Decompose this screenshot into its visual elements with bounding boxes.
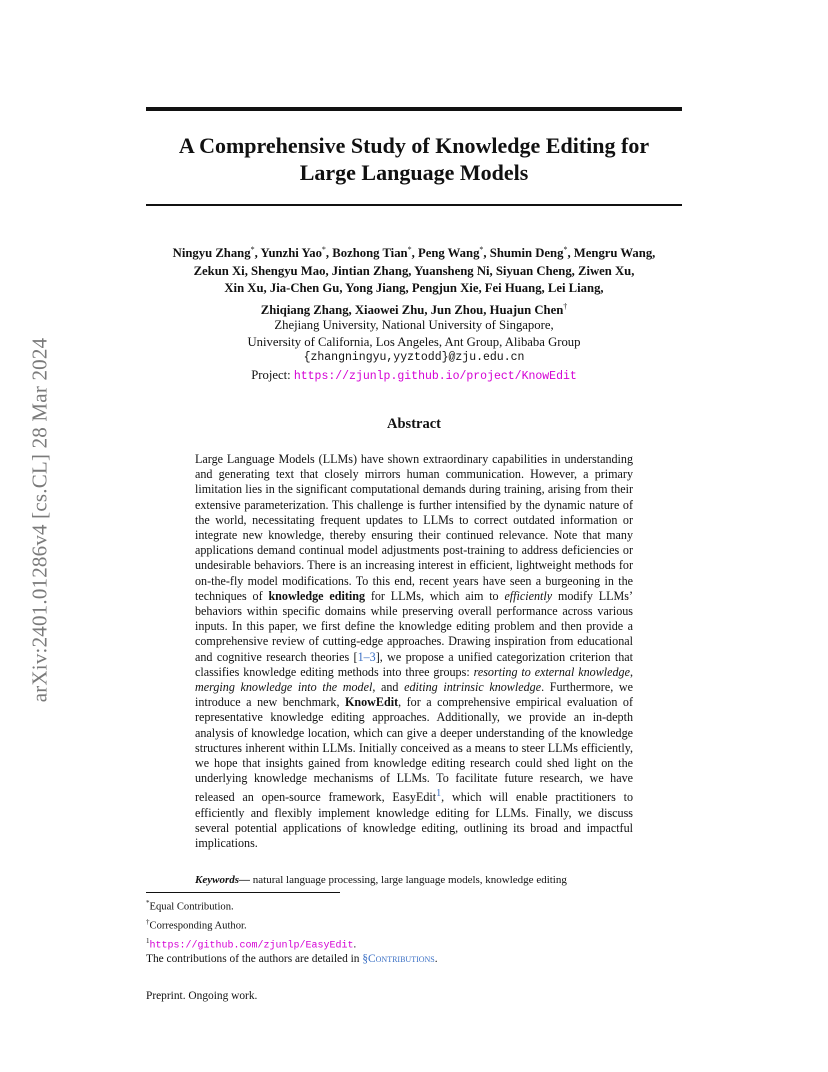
project-line [146, 367, 682, 386]
author-name: Shumin Deng [489, 246, 564, 261]
contributions-link[interactable]: §Contributions [362, 953, 435, 965]
project-url-link[interactable]: https://zjunlp.github.io/project/KnowEdit [293, 369, 577, 383]
preprint-note: Preprint. Ongoing work. [146, 990, 258, 1002]
keywords-text: natural language processing, large language models, knowledge editing [250, 874, 567, 886]
footnote-item: †Corresponding Author. [146, 918, 247, 932]
citation-link-3[interactable]: 3 [369, 649, 376, 664]
project-label: Project: [251, 367, 294, 382]
author-name: Jia-Chen Gu [269, 281, 340, 296]
author-name: Xiaowei Zhu [354, 302, 425, 317]
affiliation-line-2: University of California, Los Angeles, Ant Group, Alibaba Group [247, 334, 581, 349]
author-mark: * [563, 245, 568, 254]
title-bottom-rule [146, 204, 682, 206]
author-mark: * [250, 245, 255, 254]
paper-title [146, 132, 682, 186]
author-name: Mengru Wang [573, 246, 653, 261]
author-name: Jun Zhou [430, 302, 484, 317]
footnote-item: $^1$https://github.com/zjunlp/EasyEdit. [146, 937, 357, 952]
bold-knowedit: KnowEdit [345, 695, 399, 710]
author-mark: † [563, 301, 568, 311]
author-name: Bozhong Tian [332, 246, 408, 261]
keywords-label: Keywords— [195, 874, 250, 886]
abstract-body: Large Language Models (LLMs) have shown extraordinary capabilities in understanding and generating text that closely mirrors human communication. However, a primary limitation lies in the significant computational demands during training, arising from their extensive parameterization. This challenge is further intensified by the dynamic nature of the world, necessitating frequent updates to LLMs to correct outdated information or integrate new knowledge, thereby ensuring their continued relevance. Note that many applications demand continual model adjustments post-training to address deficiencies or undesirable behaviors. There is an increasing interest in efficient, lightweight methods for on-the-fly model modifications. To this end, recent years have seen a burgeoning in the techniques of knowledge editing for LLMs, which aim to efficiently modify LLMs’ behaviors within specific domains while preserving overall performance across various inputs. In this paper, we first define the knowledge editing problem and then provide a comprehensive review of cutting-edge approaches. Drawing inspiration from educational and cognitive research theories [1–3], we propose a unified categorization criterion that classifies knowledge editing methods into three groups: resorting to external knowledge, merging knowledge into the model, and editing intrinsic knowledge. Furthermore, we introduce a new benchmark, KnowEdit, for a comprehensive empirical evaluation of representative knowledge editing approaches. Additionally, we provide an in-depth analysis of knowledge location, which can give a deeper understanding of the knowledge structures inherent within LLMs. Initially conceived as a means to steer LLMs efficiently, we hope that insights gained from knowledge editing research could shed light on the underlying knowledge mechanisms of LLMs. To facilitate future research, we have released an open-source framework, EasyEdit$^1$, which will enable practitioners to efficiently and flexibly implement knowledge editing for LLMs. Finally, we discuss several potential applications of knowledge editing, outlining its broad and impactful implications. [195, 452, 633, 851]
footnote-rule [146, 892, 340, 893]
keywords-line [195, 874, 665, 886]
author-mark: * [321, 245, 326, 254]
title-line-2: Large Language Models [299, 160, 529, 185]
author-name: Huajun Chen [489, 302, 564, 317]
bold-knowledge-editing: knowledge editing [268, 588, 365, 603]
author-name: Yunzhi Yao [260, 246, 322, 261]
author-name: Pengjun Xie [411, 281, 479, 296]
affiliation-line-1: Zhejiang University, National University of Singapore, [274, 318, 554, 332]
contributions-note: The contributions of the authors are detailed in §Contributions. [146, 953, 438, 965]
author-name: Jintian Zhang [331, 263, 409, 278]
author-name: Yuansheng Ni [414, 263, 490, 278]
author-email: {zhangningyu,yyztodd}@zju.edu.cn [303, 351, 525, 364]
author-name: Lei Liang [547, 281, 601, 296]
author-name: Zekun Xi [193, 263, 245, 278]
author-name: Yong Jiang [345, 281, 406, 296]
author-mark: * [407, 245, 412, 254]
title-top-rule [146, 107, 682, 111]
author-list: Ningyu Zhang*, Yunzhi Yao*, Bozhong Tian*, Peng Wang*, Shumin Deng*, Mengru Wang, Zekun Xi, Shengyu Mao, Jintian Zhang, Yuansheng Ni, Siyuan Cheng, Ziwen Xu, Xin Xu, Jia-Chen Gu, Yong Jiang, Pengjun Xie, Fei Huang, Lei Liang, Zhiqiang Zhang, Xiaowei Zhu, Jun Zhou, Huajun Chen† [172, 245, 656, 317]
footnote-item: *Equal Contribution. [146, 899, 234, 913]
footnote-ref-1[interactable]: 1 [436, 788, 442, 800]
arxiv-id-text: arXiv:2401.01286v4 [cs.CL] 28 Mar 2024 [27, 337, 52, 703]
citation-link-1[interactable]: 1 [357, 649, 364, 664]
author-name: Ningyu Zhang [172, 246, 251, 261]
title-line-1: A Comprehensive Study of Knowledge Editing for [178, 133, 650, 158]
author-name: Xin Xu [224, 281, 264, 296]
footnotes [146, 896, 682, 954]
author-name: Ziwen Xu [578, 263, 632, 278]
affiliations [146, 317, 682, 385]
author-name: Shengyu Mao [251, 263, 326, 278]
author-name: Siyuan Cheng [495, 263, 572, 278]
author-name: Fei Huang [484, 281, 542, 296]
author-name: Peng Wang [417, 246, 480, 261]
abstract-heading: Abstract [387, 416, 441, 432]
author-mark: * [479, 245, 484, 254]
easyedit-url-link[interactable]: https://github.com/zjunlp/EasyEdit [149, 940, 354, 952]
author-name: Zhiqiang Zhang [260, 302, 349, 317]
